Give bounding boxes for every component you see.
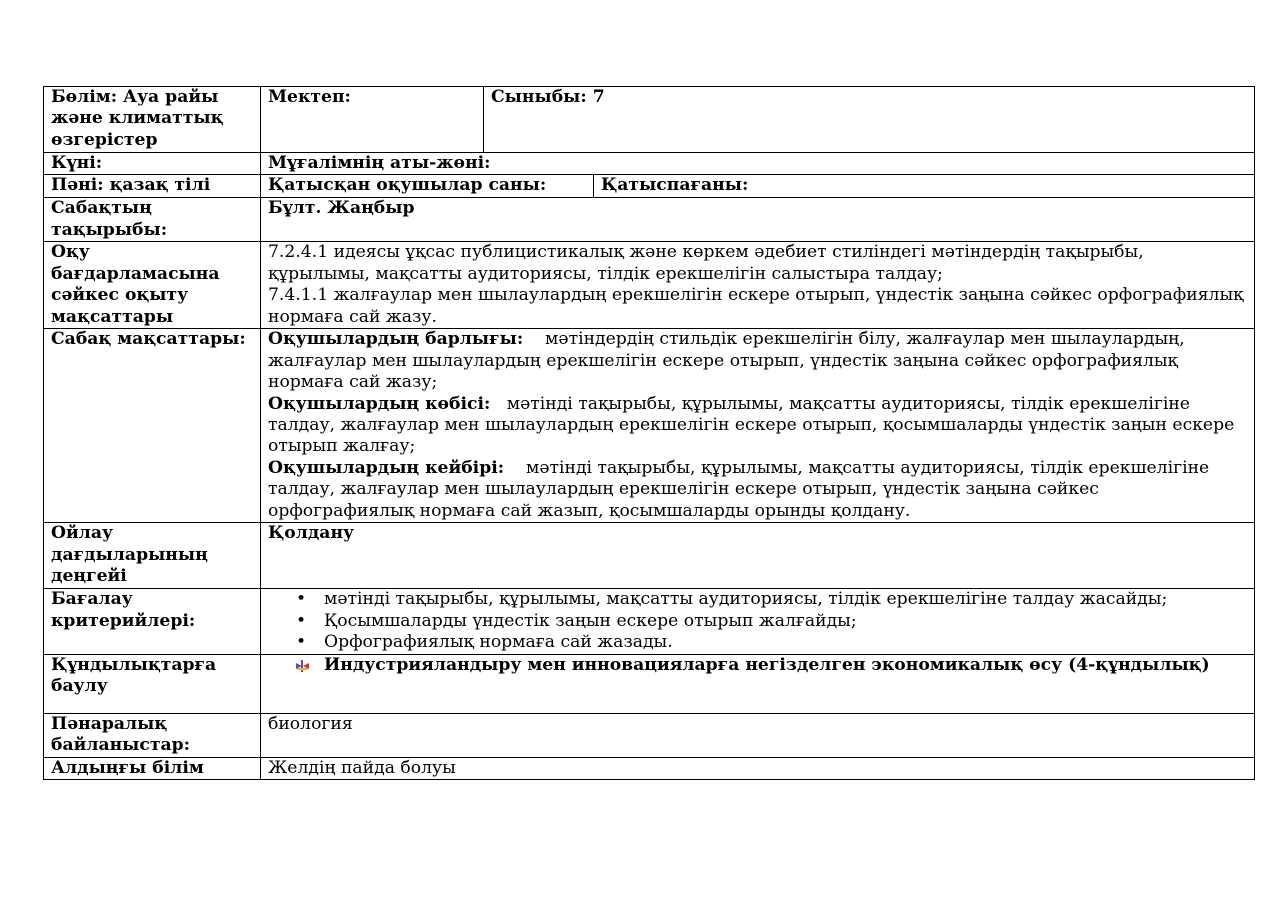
goal-some-text: мәтінді тақырыбы, құрылымы, мақсатты аудиториясы, тілдік ерекшелігіне талдау, жалғаулар мен шылаулардың ерекшелігін ескере отырып, үндестік заңына сәйкес орфографиялық нормаға сай жазып, қосымшаларды орынды қолдану. [268,457,1210,521]
goal-all-label: Оқушылардың барлығы: [268,329,524,350]
table-row [44,87,1255,153]
list-item: • Қосымшаларды үндестік заңын ескере отырып жалғайды; [296,610,857,631]
table-row [44,654,1255,713]
prior-knowledge-label: Алдыңғы білім [44,757,261,779]
date-label: Күні: [44,153,261,175]
table-row [44,329,1255,523]
objectives-cell [261,242,1255,329]
objective-2: 7.4.1.1 жалғаулар мен шылаулардың ерекшелігін ескере отырып, үндестік заңына сәйкес орфографиялық нормаға сай жазу. [268,285,1244,327]
table-row [44,713,1255,757]
lesson-goals-cell [261,329,1255,523]
school-cell: Мектеп: [261,87,484,153]
topic-label: Сабақтың тақырыбы: [44,198,261,242]
lesson-goals-label: Сабақ мақсаттары: [44,329,261,523]
interdisciplinary-value: биология [261,713,1255,757]
objective-1: 7.2.4.1 идеясы ұқсас публицистикалық және көркем әдебиет стиліндегі мәтіндердің тақырыбы, құрылымы, мақсатты аудиториясы, тілдік ерекшелігін салыстыра талдау; [268,242,1144,284]
subject-label: Пәні: қазақ тілі [44,175,261,198]
objectives-label: Оқу бағдарламасына сәйкес оқыту мақсаттары [44,242,261,329]
table-row [44,153,1255,175]
goal-most-text: мәтінді тақырыбы, құрылымы, мақсатты аудиториясы, тілдік ерекшелігіне талдау, жалғаулар мен шылаулардың ерекшелігін ескере отырып, қосымшаларды үндестік заңын ескере отырып жалғау; [268,393,1235,457]
bullet-icon: • [296,589,307,610]
prior-knowledge-value: Желдің пайда болуы [261,757,1255,779]
table-row [44,589,1255,654]
values-value: Индустрияландыру мен инновацияларға негізделген экономикалық өсу (4-құндылық) [324,654,1210,675]
bullet-icon: • [296,610,307,631]
thinking-value: Қолдану [261,523,1255,589]
thinking-label: Ойлау дағдыларының деңгейі [44,523,261,589]
list-item: • мәтінді тақырыбы, құрылымы, мақсатты аудиториясы, тілдік ерекшелігіне талдау жасайды; [296,589,1168,610]
goal-some-label: Оқушылардың кейбірі: [268,457,505,478]
values-label: Құндылықтарға баулу [44,654,261,713]
criteria-list [268,589,1247,653]
table-row [44,242,1255,329]
goal-some [268,458,1247,522]
present-label: Қатысқан оқушылар саны: [261,175,594,198]
criteria-label: Бағалау критерийлері: [44,589,261,654]
table-row [44,757,1255,779]
criteria-cell [261,589,1255,654]
list-item: • Орфографиялық нормаға сай жазады. [296,632,673,653]
teacher-label: Мұғалімнің аты-жөні: [261,153,1255,175]
bullet-icon: • [296,632,307,653]
arrow-bullet-icon [296,660,309,672]
lesson-plan-table [43,86,1255,780]
values-cell [261,654,1255,713]
goal-most [268,394,1247,458]
table-row [44,175,1255,198]
goal-most-label: Оқушылардың көбісі: [268,393,491,414]
goal-all [268,329,1247,393]
section-cell: Бөлім: Ауа райы және климаттық өзгерістер [44,87,261,153]
goal-all-text: мәтіндердің стильдік ерекшелігін білу, жалғаулар мен шылаулардың, жалғаулар мен шылаулардың ерекшелігін ескере отырып, үндестік заңына сәйкес орфографиялық нормаға сай жазу; [268,329,1185,393]
table-row [44,523,1255,589]
topic-value: Бұлт. Жаңбыр [261,198,1255,242]
absent-label: Қатыспағаны: [594,175,1255,198]
grade-cell: Сыныбы: 7 [484,87,1255,153]
interdisciplinary-label: Пәнаралық байланыстар: [44,713,261,757]
table-row [44,198,1255,242]
